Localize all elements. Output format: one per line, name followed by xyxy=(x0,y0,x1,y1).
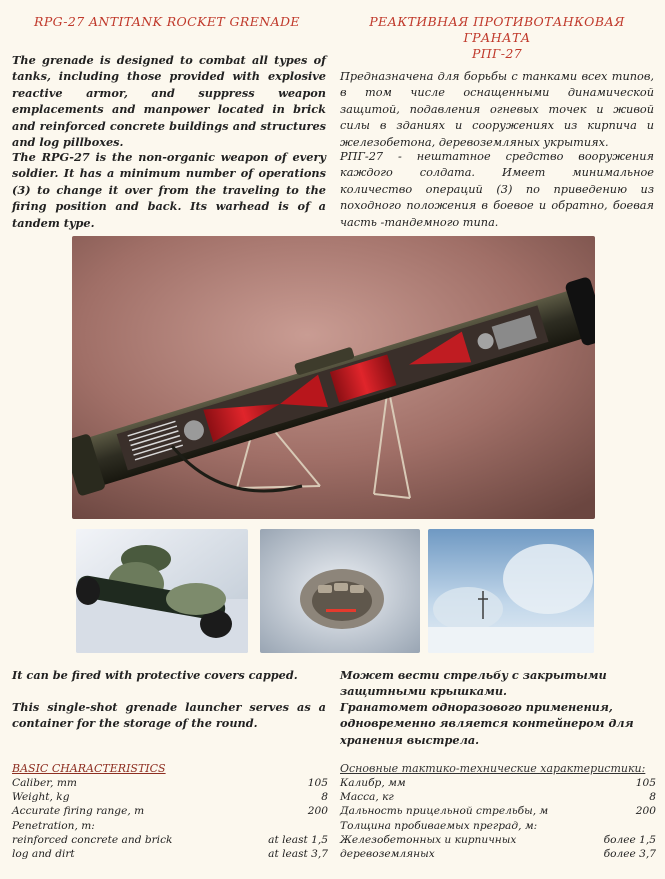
ru-specs-table xyxy=(340,776,656,861)
ru-caption-covers: Может вести стрельбу с закрытыми защитными крышками. xyxy=(340,668,607,699)
bunker-impact-photo xyxy=(260,529,420,653)
spec-value xyxy=(593,819,656,833)
spec-value: 105 xyxy=(635,777,656,789)
table-row xyxy=(12,847,328,861)
spec-value xyxy=(242,819,328,833)
table-row xyxy=(12,819,328,833)
soldier-firing-photo xyxy=(76,529,248,653)
table-row xyxy=(12,804,328,818)
ru-specs-title: Основные тактико-технические характеристики: xyxy=(340,762,646,775)
table-row xyxy=(340,819,656,833)
table-row xyxy=(340,833,656,847)
table-row xyxy=(12,833,328,847)
table-row xyxy=(12,776,328,790)
ru-title xyxy=(338,14,656,62)
spec-label: Caliber, mm xyxy=(12,777,77,789)
en-title: RPG-27 ANTITANK ROCKET GRENADE xyxy=(34,14,300,29)
spec-label: Железобетонных и кирпичных xyxy=(340,833,517,846)
en-desc: The RPG-27 is the non-organic weapon of every soldier. It has a minimum number of operations (3) to change it over from the traveling to the firing position and back. Its warhead is of a tandem type. xyxy=(12,150,326,230)
ru-desc: РПГ-27 - нештатное средство вооружения каждого солдата. Имеет минимальное количество операций (3) по приведению из походного положения в боевое и обратно, боевая часть -тандемного типа. xyxy=(340,150,654,229)
table-row xyxy=(340,776,656,790)
ru-caption-container: Гранатомет одноразового применения, одновременно является контейнером для хранения выстрела. xyxy=(340,700,634,747)
spec-label: Дальность прицельной стрельбы, м xyxy=(340,805,549,818)
ru-title-line: РЕАКТИВНАЯ ПРОТИВОТАНКОВАЯ ГРАНАТА xyxy=(369,14,625,45)
spec-label: Толщина пробиваемых преград, м: xyxy=(340,819,538,832)
spec-value: 200 xyxy=(307,805,328,818)
table-row xyxy=(12,790,328,804)
spec-value: 8 xyxy=(649,791,656,804)
table-row xyxy=(340,847,656,861)
spec-value: 105 xyxy=(307,777,328,789)
spec-label: Калибр, мм xyxy=(340,777,406,789)
spec-label: Масса, кг xyxy=(340,791,394,804)
launcher-cutaway-photo xyxy=(72,236,595,519)
spec-value: 8 xyxy=(321,791,328,804)
en-caption-covers: It can be fired with protective covers capped. xyxy=(12,668,298,682)
spec-label: Penetration, m: xyxy=(12,819,95,832)
ru-subtitle: РПГ-27 xyxy=(471,46,523,61)
explosion-photo xyxy=(428,529,594,653)
en-specs xyxy=(12,762,328,861)
spec-value: at least 3,7 xyxy=(268,848,328,861)
spec-value: at least 1,5 xyxy=(268,833,328,846)
spec-label: log and dirt xyxy=(12,848,75,861)
en-specs-title: BASIC CHARACTERISTICS xyxy=(12,762,166,775)
spec-value: 200 xyxy=(635,805,656,818)
spec-label: деревоземляных xyxy=(340,848,435,861)
spec-label: Weight, kg xyxy=(12,791,70,804)
spec-label: reinforced concrete and brick xyxy=(12,833,173,846)
en-specs-table xyxy=(12,776,328,861)
spec-label: Accurate firing range, m xyxy=(12,805,145,818)
table-row xyxy=(340,804,656,818)
ru-intro: Предназначена для борьбы с танками всех типов, в том числе оснащенными динамической защитой, подавления огневых точек и живой силы в зданиях и сооружениях из кирпича и железобетона, деревоземляных укрытиях. xyxy=(340,70,654,149)
en-caption-container: This single-shot grenade launcher serves as a container for the storage of the round. xyxy=(12,700,326,731)
ru-specs xyxy=(340,762,656,861)
en-intro: The grenade is designed to combat all types of tanks, including those provided with explosive reactive armor, and suppress weapon emplacements and manpower located in brick and reinforced concrete buildings and structures and log pillboxes. xyxy=(12,53,326,150)
spec-value: более 1,5 xyxy=(603,833,656,846)
table-row xyxy=(340,790,656,804)
spec-value: более 3,7 xyxy=(603,848,656,861)
